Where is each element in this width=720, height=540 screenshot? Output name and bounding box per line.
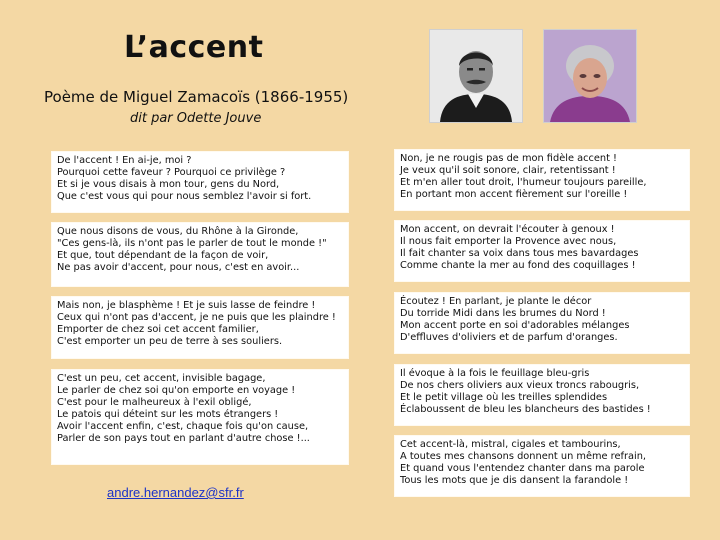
stanza-left-3: Mais non, je blasphème ! Et je suis lasse de feindre ! Ceux qui n'ont pas d'accent, je ne puis que les plaindre ! Emporter de chez soi cet accent familier, C'est emporter un peu de terre à ses souliers.	[52, 297, 348, 358]
stanza-left-1: De l'accent ! En ai-je, moi ? Pourquoi cette faveur ? Pourquoi ce privilège ? Et si je vous disais à mon tour, gens du Nord, Que c'est vous qui pour nous semblez l'avoir si fort.	[52, 152, 348, 212]
stanza-right-1: Non, je ne rougis pas de mon fidèle accent ! Je veux qu'il soit sonore, clair, retentissant ! Et m'en aller tout droit, l'humeur toujours pareille, En portant mon accent fièrement sur l'oreille !	[395, 150, 689, 210]
poem-title: L’accent	[124, 30, 264, 65]
reader-credit: dit par Odette Jouve	[130, 111, 262, 126]
man-portrait-icon	[430, 30, 522, 122]
email-link[interactable]: andre.hernandez@sfr.fr	[107, 485, 244, 500]
man-portrait-photo	[429, 29, 523, 123]
stanza-right-3: Écoutez ! En parlant, je plante le décor Du torride Midi dans les brumes du Nord ! Mon accent porte en soi d'adorables mélanges D'effluves d'oliviers et de parfum d'oranges.	[395, 293, 689, 353]
woman-portrait-photo	[543, 29, 637, 123]
stanza-right-5: Cet accent-là, mistral, cigales et tambourins, A toutes mes chansons donnent un même refrain, Et quand vous l'entendez chanter dans ma parole Tous les mots que je dis dansent la farandole !	[395, 436, 689, 496]
stanza-left-2: Que nous disons de vous, du Rhône à la Gironde, "Ces gens-là, ils n'ont pas le parler de tout le monde !" Et que, tout dépendant de la façon de voir, Ne pas avoir d'accent, pour nous, c'est en avoir...	[52, 223, 348, 286]
stanza-right-4: Il évoque à la fois le feuillage bleu-gris De nos chers oliviers aux vieux troncs rabougris, Et le petit village où les treilles splendides Éclaboussent de bleu les blancheurs des bastides !	[395, 365, 689, 425]
stanza-right-2: Mon accent, on devrait l'écouter à genoux ! Il nous fait emporter la Provence avec nous, Il fait chanter sa voix dans tous mes bavardages Comme chante la mer au fond des coquillages !	[395, 221, 689, 281]
poem-subtitle: Poème de Miguel Zamacoïs (1866-1955)	[44, 88, 349, 106]
stanza-left-4: C'est un peu, cet accent, invisible bagage, Le parler de chez soi qu'on emporte en voyage ! C'est pour le malheureux à l'exil obligé, Le patois qui déteint sur les mots étrangers ! Avoir l'accent enfin, c'est, chaque fois qu'on cause, Parler de son pays tout en parlant d'autre chose !...	[52, 370, 348, 464]
woman-portrait-icon	[544, 30, 636, 122]
